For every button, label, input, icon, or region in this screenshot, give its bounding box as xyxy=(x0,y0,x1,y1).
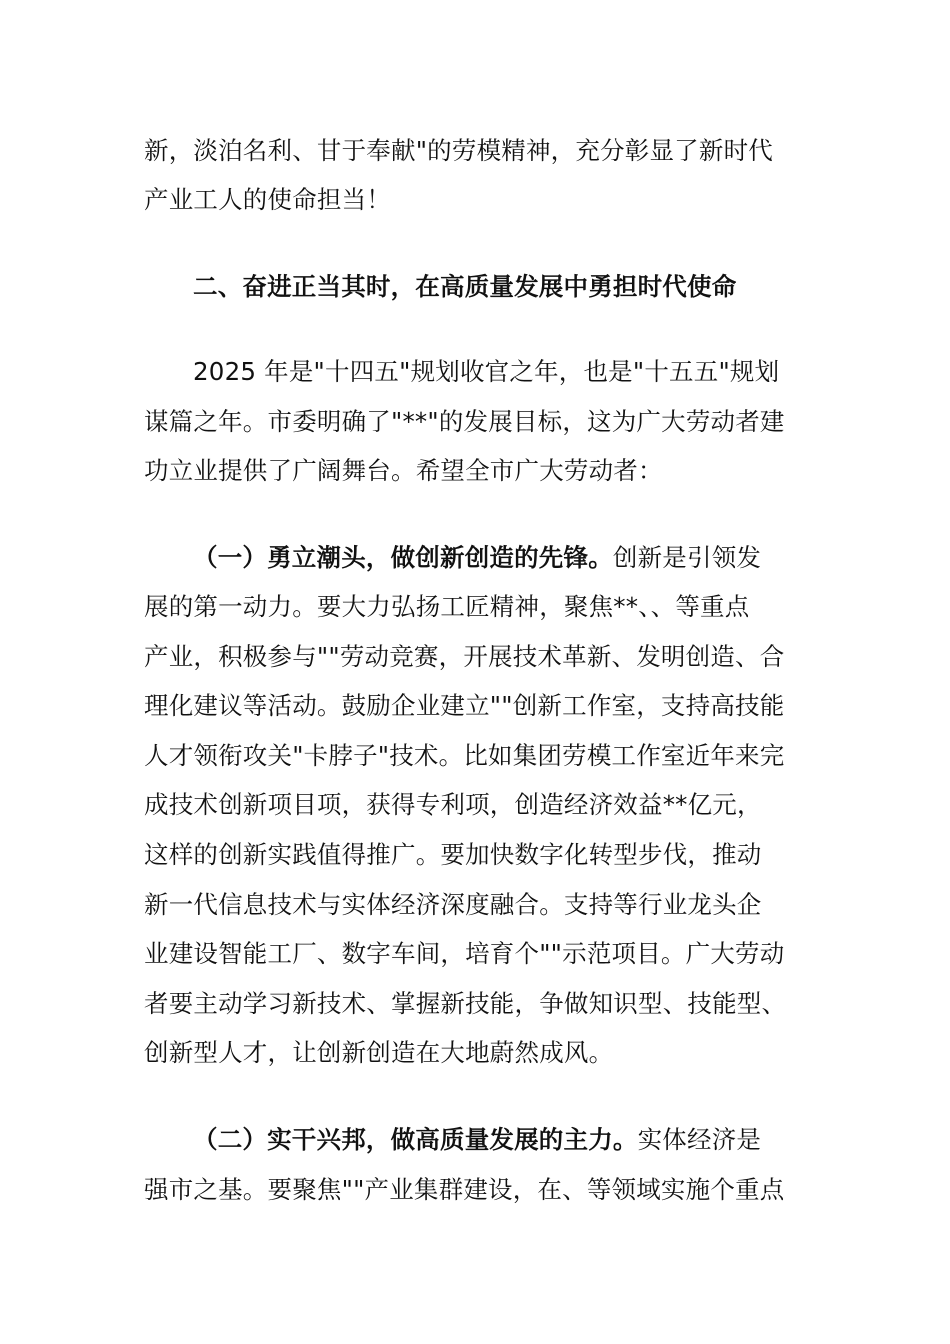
paragraph-line: 业建设智能工厂、数字车间，培育个""示范项目。广大劳动 xyxy=(144,939,785,968)
paragraph-line: 者要主动学习新技术、掌握新技能，争做知识型、技能型、 xyxy=(144,989,787,1018)
paragraph-line: 新，淡泊名利、甘于奉献"的劳模精神，充分彰显了新时代 xyxy=(144,136,773,165)
section-heading: 二、奋进正当其时，在高质量发展中勇担时代使命 xyxy=(193,272,737,301)
paragraph-line: 这样的创新实践值得推广。要加快数字化转型步伐，推动 xyxy=(144,840,762,869)
paragraph-line: 产业，积极参与""劳动竞赛，开展技术革新、发明创造、合 xyxy=(144,642,785,671)
paragraph-line: 理化建议等活动。鼓励企业建立""创新工作室，支持高技能 xyxy=(144,691,785,720)
paragraph-line: 强市之基。要聚焦""产业集群建设，在、等领域实施个重点 xyxy=(144,1175,785,1204)
paragraph-line: 功立业提供了广阔舞台。希望全市广大劳动者： xyxy=(144,456,663,485)
point-one-first-line xyxy=(193,541,761,575)
point-two-first-line xyxy=(193,1123,761,1157)
paragraph-line: 人才领衔攻关"卡脖子"技术。比如集团劳模工作室近年来完 xyxy=(144,741,785,770)
paragraph-line: 新一代信息技术与实体经济深度融合。支持等行业龙头企 xyxy=(144,890,762,919)
paragraph-line: 2025 年是"十四五"规划收官之年，也是"十五五"规划 xyxy=(193,357,780,386)
point-one-heading: （一）勇立潮头，做创新创造的先锋。 xyxy=(193,543,613,572)
paragraph-line: 创新型人才，让创新创造在大地蔚然成风。 xyxy=(144,1038,614,1067)
paragraph-line: 成技术创新项目项，获得专利项，创造经济效益**亿元， xyxy=(144,790,762,819)
paragraph-line: 谋篇之年。市委明确了"**"的发展目标，这为广大劳动者建 xyxy=(144,407,785,436)
point-two-heading: （二）实干兴邦，做高质量发展的主力。 xyxy=(193,1125,638,1154)
paragraph-line: 产业工人的使命担当！ xyxy=(144,185,391,214)
point-one-text: 创新是引领发 xyxy=(612,543,762,572)
paragraph-line: 展的第一动力。要大力弘扬工匠精神，聚焦**、、等重点 xyxy=(144,592,750,621)
point-two-text: 实体经济是 xyxy=(637,1125,762,1154)
